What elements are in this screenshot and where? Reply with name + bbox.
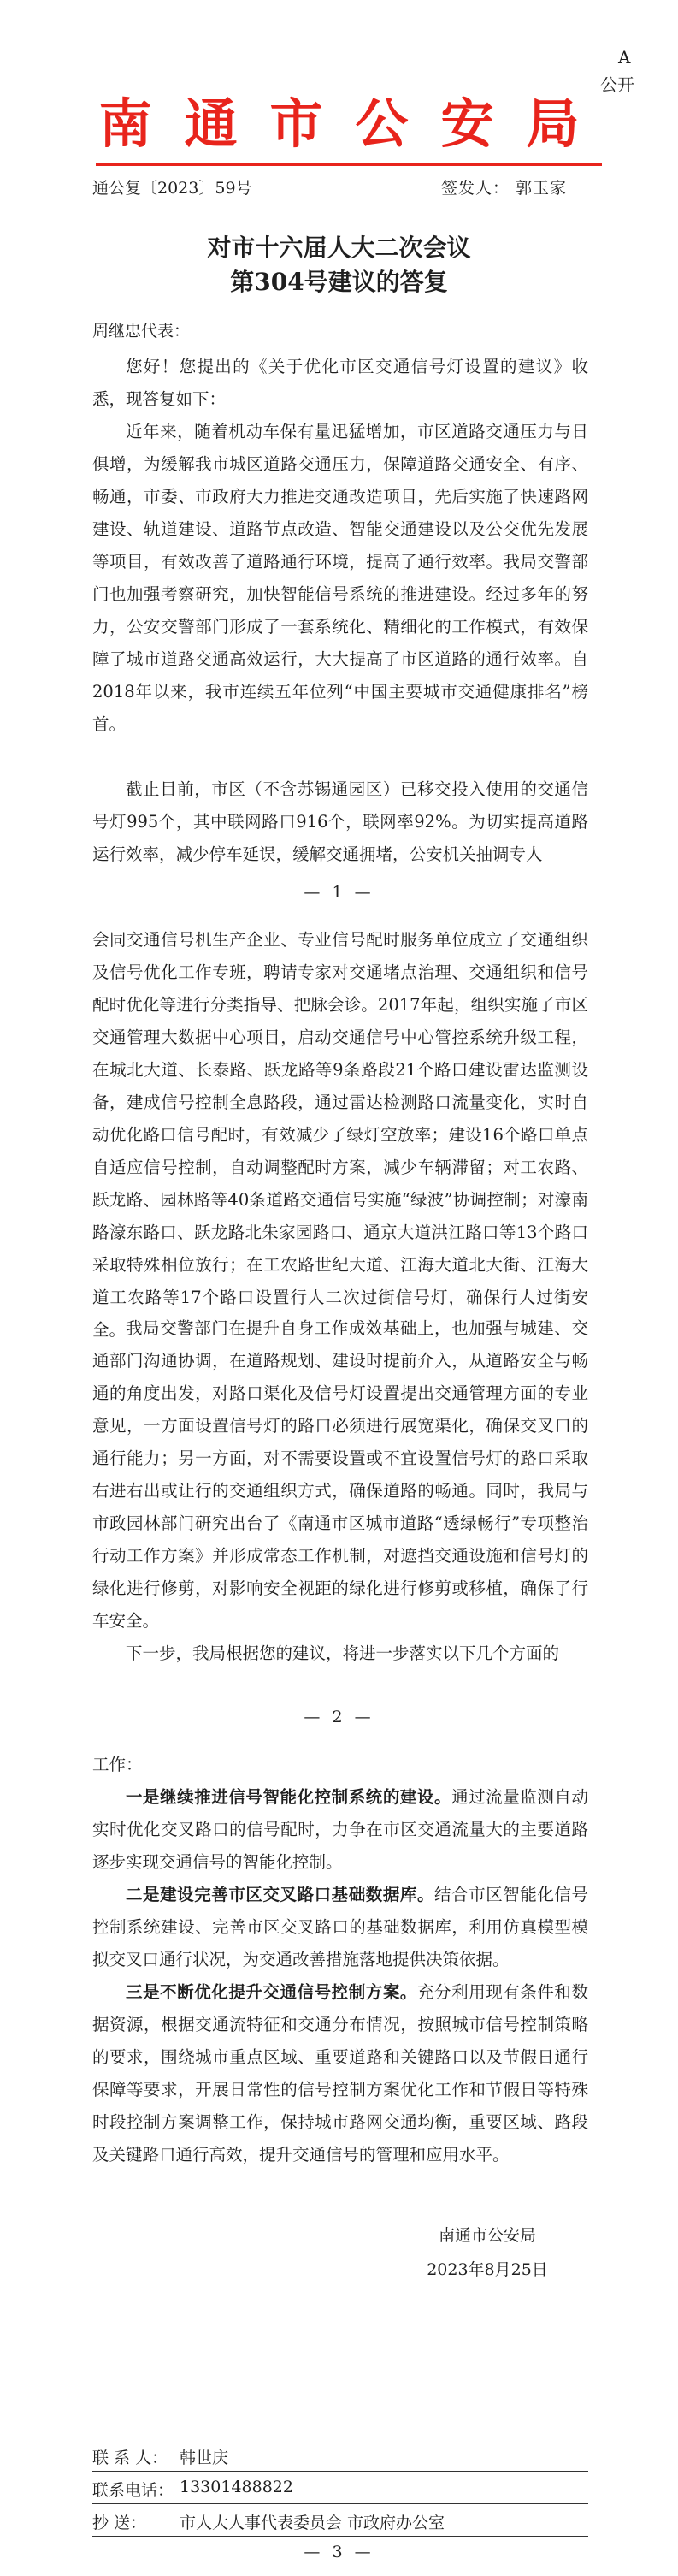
document-title-line1: 对市十六届人大二次会议 — [207, 234, 471, 262]
footer-divider-3 — [92, 2536, 588, 2537]
footer-divider-2 — [92, 2503, 588, 2504]
signature-date: 2023年8月25日 — [427, 2260, 548, 2279]
public-mark-letter: A — [618, 47, 631, 68]
page-number-1: — 1 — — [304, 883, 374, 902]
document-reference: 通公复〔2023〕59号 — [92, 179, 252, 198]
public-mark-label: 公开 — [600, 74, 634, 95]
point-2-heading: 二是建设完善市区交叉路口基础数据库。 — [126, 1885, 435, 1904]
phone-value: 13301488822 — [180, 2478, 293, 2496]
paragraph-coordination: 我局交警部门在提升自身工作成效基础上，也加强与城建、交通部门沟通协调，在道路规划、建设时提前介入，从道路安全与畅通的角度出发，对路口渠化及信号灯设置提出交通管理方面的专业意见，一方面设置信号灯的路口必须进行展宽渠化，确保交叉口的通行能力；另一方面，对不需要设置或不宜设置信号灯的路口采取右进右出或让行的交通组织方式，确保道路的畅通。同时，我局与市政园林部门研究出台了《南通市区城市道路“透绿畅行”专项整治行动工作方案》并形成常态工作机制，对遮挡交通设施和信号灯的绿化进行修剪，对影响安全视距的绿化进行修剪或移植，确保了行车安全。 — [92, 1318, 588, 1631]
point-3-heading: 三是不断优化提升交通信号控制方案。 — [126, 1982, 417, 2002]
paragraph-point-2 — [92, 1879, 588, 1976]
footer-divider-1 — [92, 2471, 588, 2472]
contact-label: 联 系 人： — [92, 2449, 168, 2467]
point-1-text: 通过流量监测自动实时优化交叉路口的信号配时，力争在市区交通流量大的主要道路逐步实现交通信号的智能化控制。 — [92, 1787, 588, 1872]
org-letterhead: 南通市公安局 — [98, 92, 612, 155]
cc-value: 市人大人事代表委员会 市政府办公室 — [180, 2514, 445, 2532]
point-2-text: 结合市区智能化信号控制系统建设、完善市区交叉路口的基础数据库，利用仿真模型模拟交叉口通行状况，为交通改善措施落地提供决策依据。 — [92, 1885, 588, 1969]
signature-org: 南通市公安局 — [438, 2226, 536, 2245]
signer: 签发人： 郭玉家 — [441, 179, 568, 198]
paragraph-point-1 — [92, 1781, 588, 1879]
paragraph-current-status: 截止目前，市区（不含苏锡通园区）已移交投入使用的交通信号灯995个，其中联网路口916个，联网率92%。为切实提高道路运行效率，减少停车延误，缓解交通拥堵，公安机关抽调专人 — [92, 779, 588, 864]
paragraph-measures: 会同交通信号机生产企业、专业信号配时服务单位成立了交通组织及信号优化工作专班，聘请专家对交通堵点治理、交通组织和信号配时优化等进行分类指导、把脉会诊。2017年起，组织实施了市区交通管理大数据中心项目，启动交通信号中心管控系统升级工程，在城北大道、长泰路、跃龙路等9条路段21个路口建设雷达监测设备，建成信号控制全息路段，通过雷达检测路口流量变化，实时自动优化路口信号配时，有效减少了绿灯空放率；建设16个路口单点自适应信号控制，自动调整配时方案，减少车辆滞留；对工农路、跃龙路、园林路等40条道路交通信号实施“绿波”协调控制；对濠南路濠东路口、跃龙路北朱家园路口、通京大道洪江路口等13个路口采取特殊相位放行；在工农路世纪大道、江海大道北大街、江海大道工农路等17个路口设置行人二次过街信号灯，确保行人过街安全。 — [92, 930, 588, 1340]
page-number-2: — 2 — — [304, 1708, 374, 1726]
paragraph-next-steps: 下一步，我局根据您的建议，将进一步落实以下几个方面的 — [126, 1643, 560, 1663]
letterhead-divider — [96, 163, 602, 166]
document-title-line2: 第304号建议的答复 — [230, 268, 448, 296]
page-number-3: — 3 — — [304, 2543, 374, 2561]
paragraph-background: 近年来，随着机动车保有量迅猛增加，市区道路交通压力与日俱增，为缓解我市城区道路交通压力，保障道路交通安全、有序、畅通，市委、市政府大力推进交通改造项目，先后实施了快速路网建设、轨道建设、道路节点改造、智能交通建设以及公交优先发展等项目，有效改善了道路通行环境，提高了通行效率。我局交警部门也加强考察研究，加快智能信号系统的推进建设。经过多年的努力，公安交警部门形成了一套系统化、精细化的工作模式，有效保障了城市道路交通高效运行，大大提高了市区道路的通行效率。自2018年以来，我市连续五年位列“中国主要城市交通健康排名”榜首。 — [92, 422, 588, 734]
paragraph-greeting: 您好！您提出的《关于优化市区交通信号灯设置的建议》收悉，现答复如下： — [92, 357, 588, 409]
point-3-text: 充分利用现有条件和数据资源，根据交通流特征和交通分布情况，按照城市信号控制策略的要求，围绕城市重点区域、重要道路和关键路口以及节假日通行保障等要求，开展日常性的信号控制方案优化工作和节假日等特殊时段控制方案调整工作，保持城市路网交通均衡，重要区域、路段及关键路口通行高效，提升交通信号的管理和应用水平。 — [92, 1982, 588, 2164]
phone-label: 联系电话： — [92, 2481, 174, 2500]
salutation: 周继忠代表： — [92, 322, 191, 341]
paragraph-point-3 — [92, 1976, 588, 2171]
contact-value: 韩世庆 — [180, 2449, 229, 2467]
cc-label: 抄 送： — [92, 2514, 147, 2532]
paragraph-work-label: 工作： — [92, 1755, 143, 1774]
point-1-heading: 一是继续推进信号智能化控制系统的建设。 — [126, 1787, 452, 1807]
